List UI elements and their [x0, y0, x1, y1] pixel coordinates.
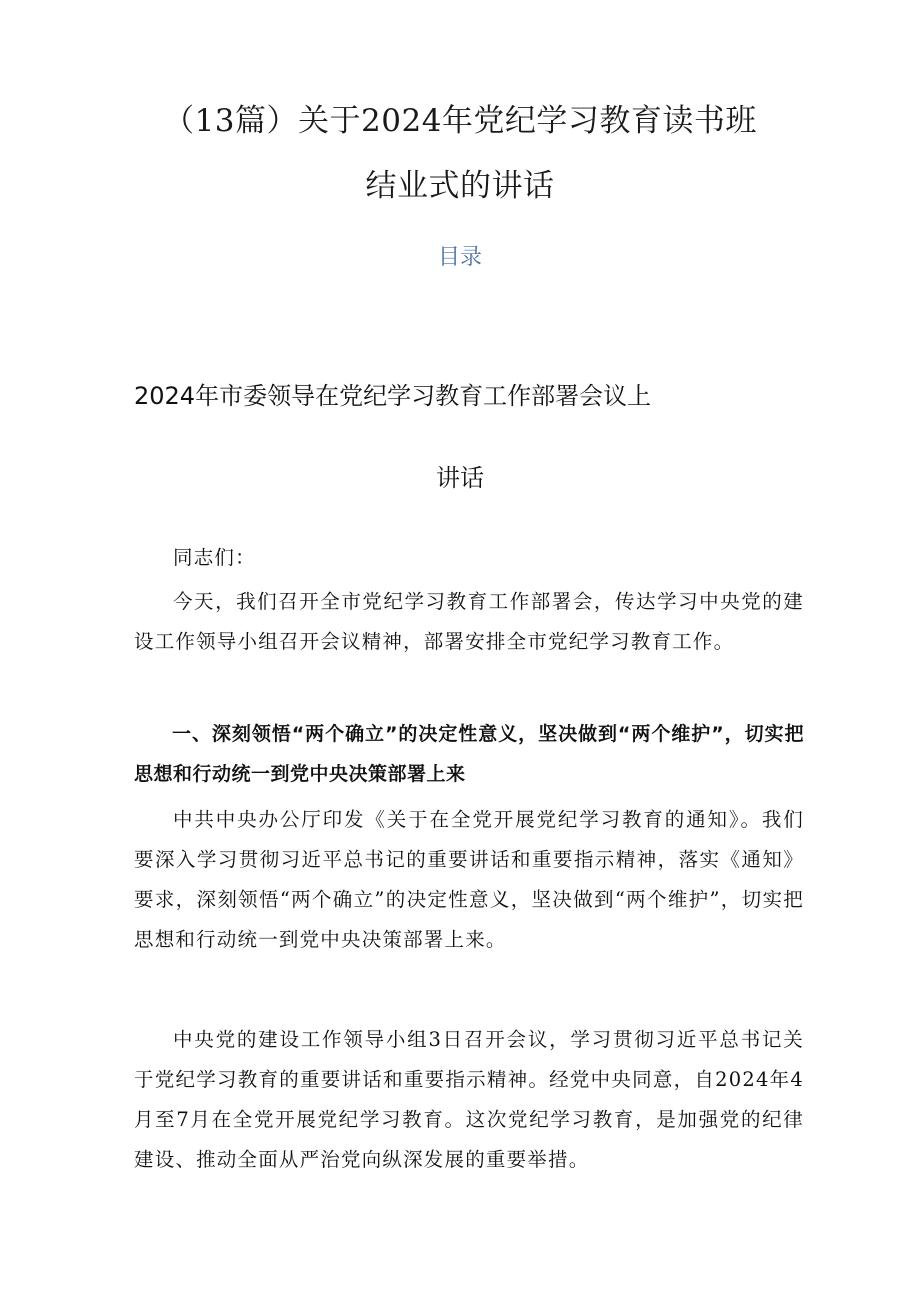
heading-1: 一、深刻领悟“两个确立”的决定性意义，坚决做到“两个维护”，切实把思想和行动统一到党中央决策部署上来 — [134, 723, 804, 785]
section-title-line-1: 2024年市委领导在党纪学习教育工作部署会议上 — [134, 382, 652, 410]
document-title-line-1: （13篇）关于2024年党纪学习教育读书班 — [163, 103, 757, 139]
section-title-line-2: 讲话 — [436, 464, 484, 492]
paragraph-3: 中央党的建设工作领导小组3日召开会议，学习贯彻习近平总书记关于党纪学习教育的重要讲话和重要指示精神。经党中央同意，自2024年4月至7月在全党开展党纪学习教育。这次党纪学习教育，是加强党的纪律建设、推动全面从严治党向纵深发展的重要举措。 — [134, 1028, 804, 1171]
salutation: 同志们： — [173, 546, 256, 569]
paragraph-1: 今天，我们召开全市党纪学习教育工作部署会，传达学习中央党的建设工作领导小组召开会议精神，部署安排全市党纪学习教育工作。 — [134, 590, 804, 653]
document-title-line-2: 结业式的讲话 — [365, 168, 555, 204]
paragraph-2: 中共中央办公厅印发《关于在全党开展党纪学习教育的通知》。我们要深入学习贯彻习近平总书记的重要讲话和重要指示精神，落实《通知》要求，深刻领悟“两个确立”的决定性意义，坚决做到“两个维护”，切实把思想和行动统一到党中央决策部署上来。 — [134, 808, 804, 951]
table-of-contents-label[interactable]: 目录 — [437, 245, 482, 270]
